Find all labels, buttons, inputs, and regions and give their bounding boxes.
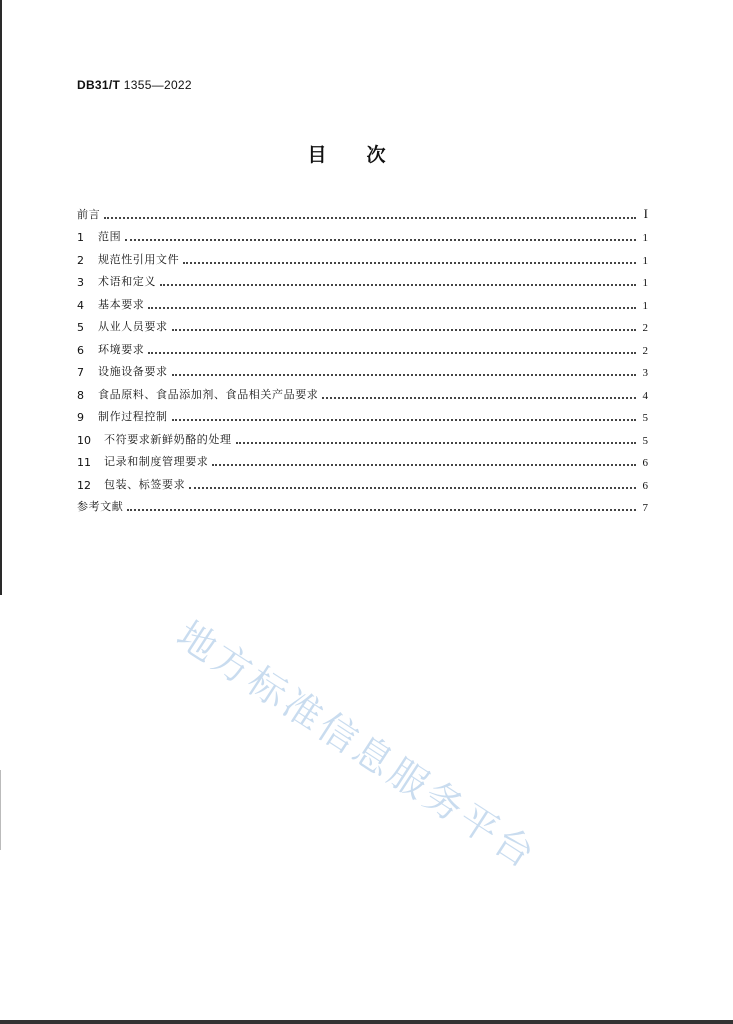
toc-entry-page: 2 [642, 322, 648, 334]
toc-entry-label: 范围 [98, 230, 122, 243]
toc-entry[interactable] [77, 334, 648, 357]
toc-leader-dots [172, 362, 636, 376]
toc-leader-dots [148, 295, 636, 309]
toc-entry-number: 3 [77, 276, 84, 289]
page-title: 目次 [307, 144, 426, 166]
toc-entry[interactable] [77, 379, 648, 402]
standard-code-number: 1355—2022 [120, 78, 192, 92]
toc-entry-label: 设施设备要求 [98, 365, 168, 378]
toc-leader-dots [160, 272, 636, 286]
toc-entry-label: 环境要求 [98, 342, 145, 356]
toc-entry-number: 7 [77, 366, 84, 379]
toc-entry-page: 2 [642, 344, 648, 357]
toc-leader-dots [189, 475, 636, 489]
toc-entry-label: 不符要求新鲜奶酪的处理 [104, 432, 232, 446]
toc-entry[interactable] [77, 357, 648, 380]
toc-entry-page: 4 [642, 389, 648, 402]
toc-leader-dots [236, 430, 636, 444]
toc-entry-label: 前言 [77, 207, 101, 221]
toc-entry-label: 规范性引用文件 [98, 252, 180, 266]
scan-left-edge-mark [0, 770, 1, 850]
toc-entry[interactable] [77, 222, 648, 245]
toc-entry-page: 1 [642, 232, 648, 244]
toc-entry[interactable] [77, 267, 648, 290]
toc-entry-label: 制作过程控制 [98, 410, 168, 423]
toc-leader-dots [125, 227, 636, 241]
toc-entry-page: 3 [642, 367, 648, 379]
toc-leader-dots [172, 317, 636, 331]
toc-entry-number: 1 [77, 231, 84, 244]
toc-entry-page: 6 [642, 457, 648, 469]
toc-entry-label: 术语和定义 [98, 275, 156, 288]
toc-entry-page: 1 [642, 299, 648, 312]
toc-entry-page: 1 [642, 254, 648, 267]
standard-code [77, 78, 192, 92]
toc-entry-number: 10 [77, 433, 91, 447]
toc-entry[interactable] [77, 402, 648, 425]
toc-entry-label: 记录和制度管理要求 [104, 455, 209, 468]
toc-entry[interactable] [77, 447, 648, 470]
toc-entry-page: 7 [642, 502, 648, 514]
toc-entry[interactable] [77, 469, 648, 492]
toc-entry-label: 包装、标签要求 [104, 477, 186, 491]
toc-entry-label: 食品原料、食品添加剂、食品相关产品要求 [98, 387, 319, 401]
toc-entry-number: 4 [77, 298, 84, 312]
toc-entry-number: 5 [77, 321, 84, 334]
toc-entry[interactable] [77, 424, 648, 447]
toc-leader-dots [127, 497, 636, 511]
toc-leader-dots [172, 407, 636, 421]
toc-leader-dots [322, 385, 636, 399]
toc-entry-number: 8 [77, 388, 84, 402]
scan-bottom-edge [0, 1020, 733, 1024]
toc-entry[interactable] [77, 289, 648, 312]
toc-entry[interactable] [77, 199, 648, 222]
toc-entry-label: 参考文献 [77, 500, 124, 513]
toc-entry-number: 11 [77, 456, 91, 469]
scan-left-edge [0, 0, 2, 595]
toc-entry[interactable] [77, 312, 648, 335]
toc-entry-page: 5 [642, 434, 648, 447]
toc-entry[interactable] [77, 492, 648, 515]
table-of-contents [77, 199, 648, 514]
toc-entry-number: 2 [77, 253, 84, 267]
standard-code-prefix: DB31/T [77, 78, 121, 92]
toc-entry-number: 6 [77, 343, 84, 357]
toc-entry-label: 从业人员要求 [98, 320, 168, 333]
toc-entry-page: 6 [642, 479, 648, 492]
toc-leader-dots [148, 340, 636, 354]
toc-entry-page: 1 [642, 277, 648, 289]
toc-entry-number: 12 [77, 478, 91, 492]
toc-entry[interactable] [77, 244, 648, 267]
toc-leader-dots [104, 205, 636, 219]
toc-leader-dots [183, 250, 636, 264]
toc-leader-dots [212, 452, 636, 466]
watermark: 地方标准信息服务平台 [169, 612, 546, 879]
toc-entry-label: 基本要求 [98, 297, 145, 311]
toc-entry-page: 5 [642, 412, 648, 424]
toc-entry-number: 9 [77, 411, 84, 424]
toc-entry-page: I [643, 205, 648, 221]
